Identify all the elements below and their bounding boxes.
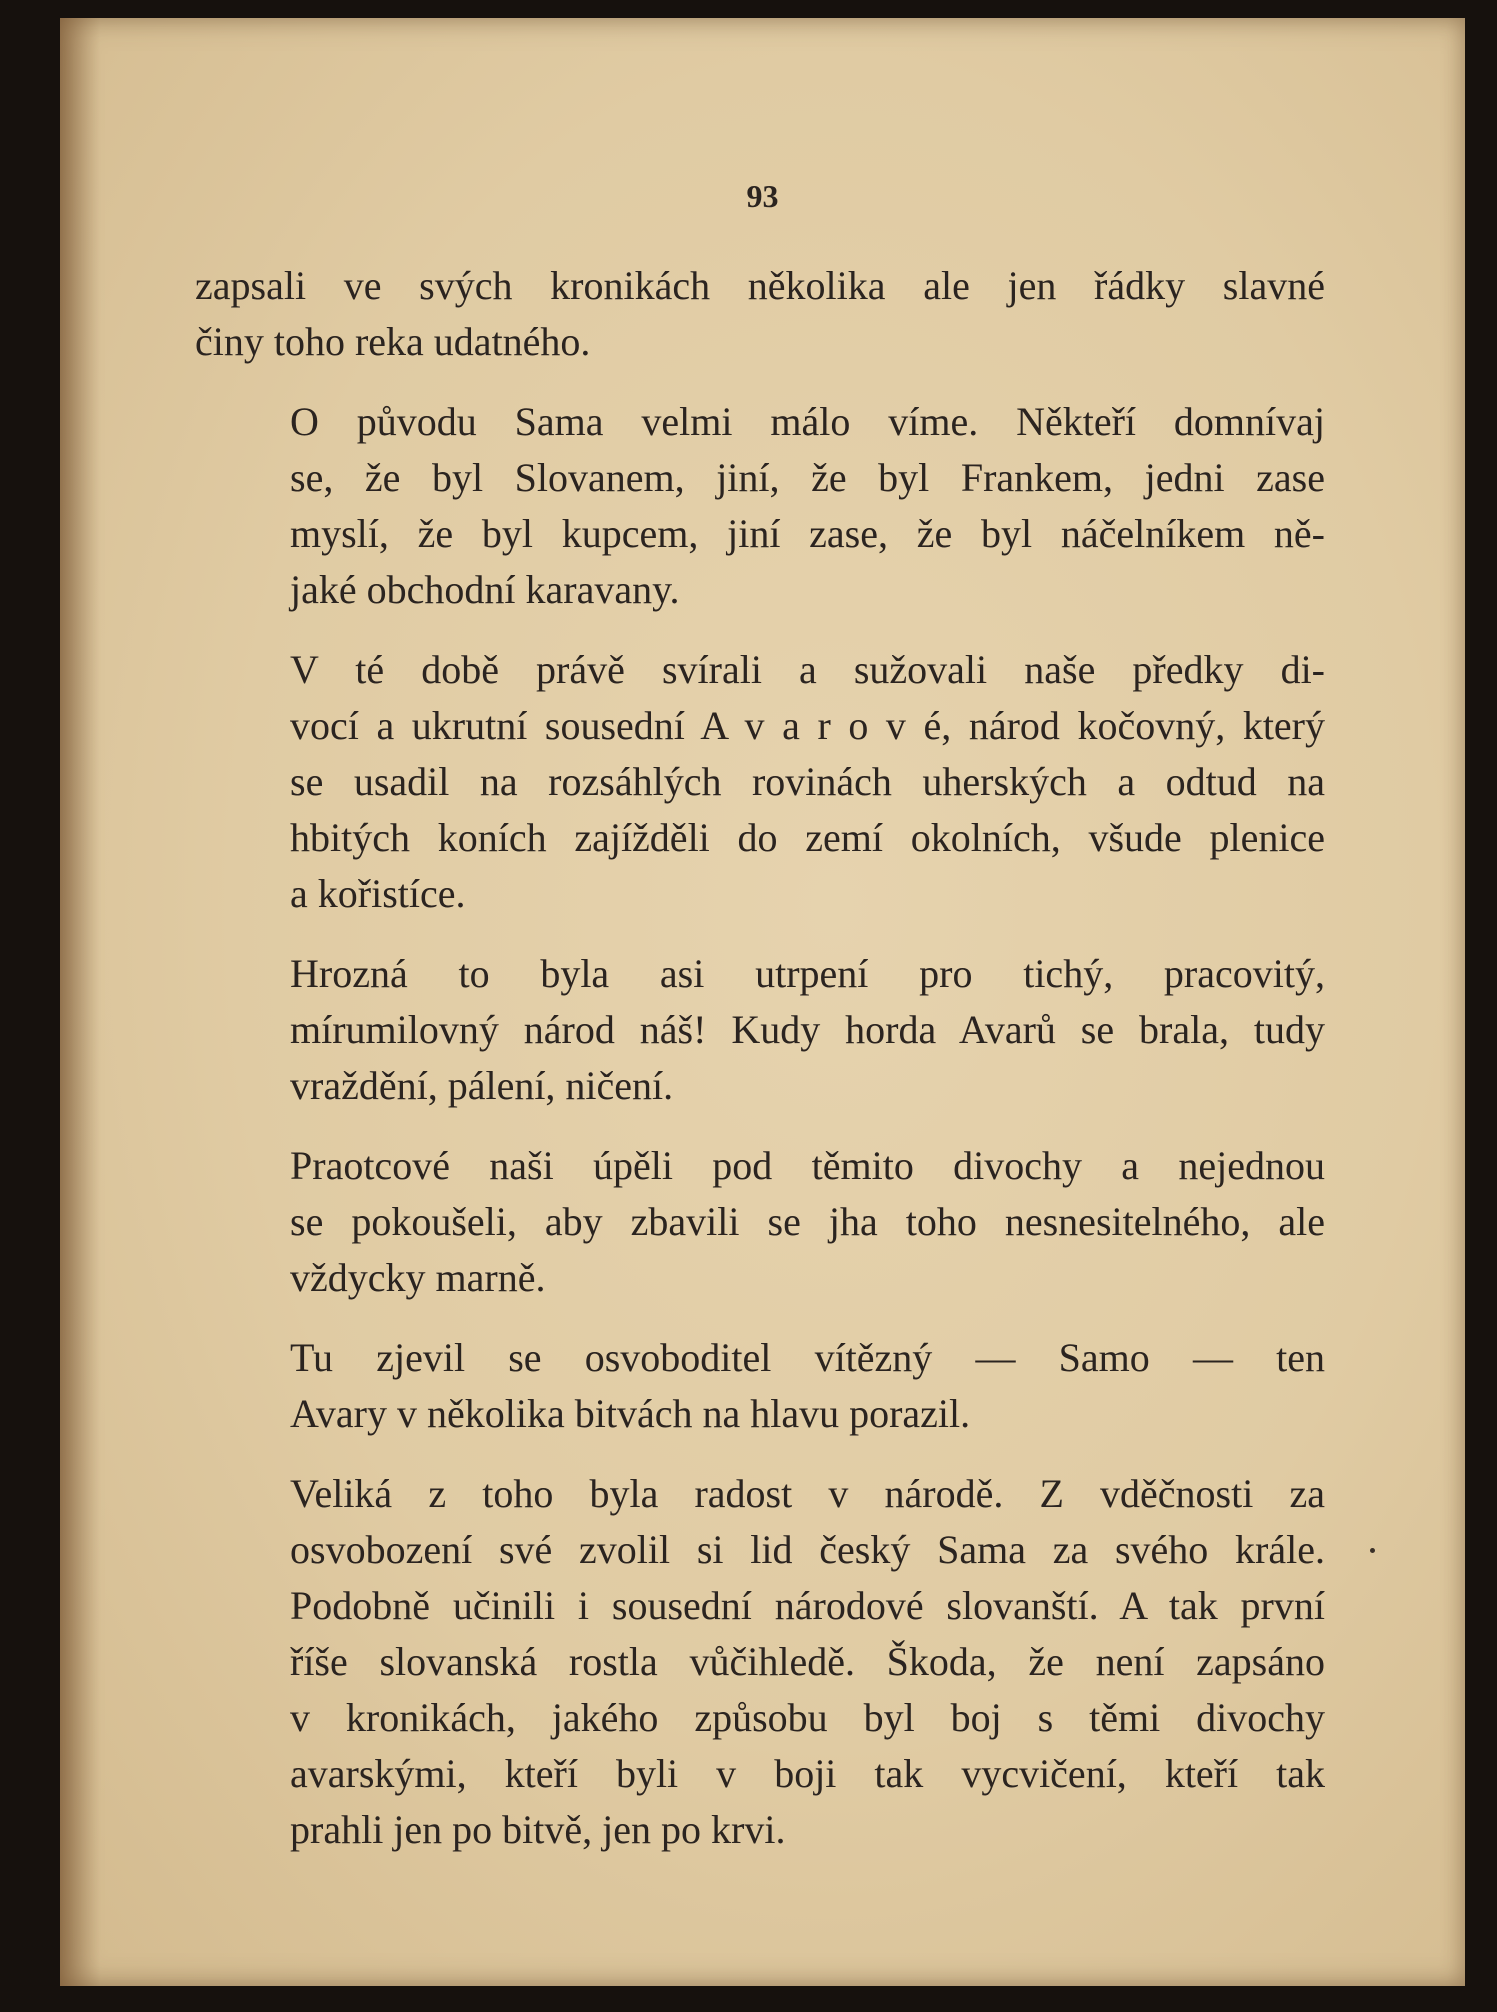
text-line: Avary v několika bitvách na hlavu porazil. xyxy=(290,1391,971,1436)
paper-speck xyxy=(1370,1548,1375,1553)
text-line: V té době právě svírali a sužovali naše předky di- xyxy=(290,647,1325,692)
text-line: Hrozná to byla asi utrpení pro tichý, pracovitý, xyxy=(290,951,1325,996)
body-text xyxy=(195,258,1325,1882)
spine-shadow xyxy=(60,18,100,1986)
text-line: říše slovanská rostla vůčihledě. Škoda, že není zapsáno xyxy=(290,1639,1325,1684)
paragraph xyxy=(195,946,1325,1114)
text-line: Tu zjevil se osvoboditel vítězný — Samo — ten xyxy=(290,1335,1325,1380)
text-line: hbitých koních zajížděli do zemí okolních, všude plenice xyxy=(290,815,1325,860)
text-line: avarskými, kteří byli v boji tak vycvičení, kteří tak xyxy=(290,1751,1325,1796)
paragraph xyxy=(195,1466,1325,1858)
text-line: jaké obchodní karavany. xyxy=(290,567,680,612)
text-line: Podobně učinili i sousední národové slovanští. A tak první xyxy=(290,1583,1325,1628)
paragraph xyxy=(195,1138,1325,1306)
text-line: vraždění, pálení, ničení. xyxy=(290,1063,674,1108)
text-line: v kronikách, jakého způsobu byl boj s těmi divochy xyxy=(290,1695,1325,1740)
paragraph xyxy=(195,642,1325,922)
text-line: myslí, že byl kupcem, jiní zase, že byl náčelníkem ně- xyxy=(290,511,1325,556)
text-line: Praotcové naši úpěli pod těmito divochy a nejednou xyxy=(290,1143,1325,1188)
text-line: zapsali ve svých kronikách několika ale jen řádky slavné xyxy=(195,263,1325,308)
text-line: O původu Sama velmi málo víme. Někteří domnívaj xyxy=(290,399,1325,444)
text-line: Veliká z toho byla radost v národě. Z vděčnosti za xyxy=(290,1471,1325,1516)
text-line: se usadil na rozsáhlých rovinách uherských a odtud na xyxy=(290,759,1325,804)
text-line: a kořistíce. xyxy=(290,871,466,916)
text-line: činy toho reka udatného. xyxy=(195,319,591,364)
paragraph xyxy=(195,258,1325,370)
text-line: vocí a ukrutní sousední A v a r o v é, národ kočovný, který xyxy=(290,703,1325,748)
text-line: se pokoušeli, aby zbavili se jha toho nesnesitelného, ale xyxy=(290,1199,1325,1244)
text-line: osvobození své zvolil si lid český Sama za svého krále. xyxy=(290,1527,1325,1572)
paragraph xyxy=(195,394,1325,618)
book-page xyxy=(60,18,1465,1986)
text-line: vždycky marně. xyxy=(290,1255,546,1300)
page-number: 93 xyxy=(746,178,779,214)
text-line: prahli jen po bitvě, jen po krvi. xyxy=(290,1807,786,1852)
paragraph xyxy=(195,1330,1325,1442)
text-line: se, že byl Slovanem, jiní, že byl Frankem, jedni zase xyxy=(290,455,1325,500)
text-line: mírumilovný národ náš! Kudy horda Avarů se brala, tudy xyxy=(290,1007,1325,1052)
